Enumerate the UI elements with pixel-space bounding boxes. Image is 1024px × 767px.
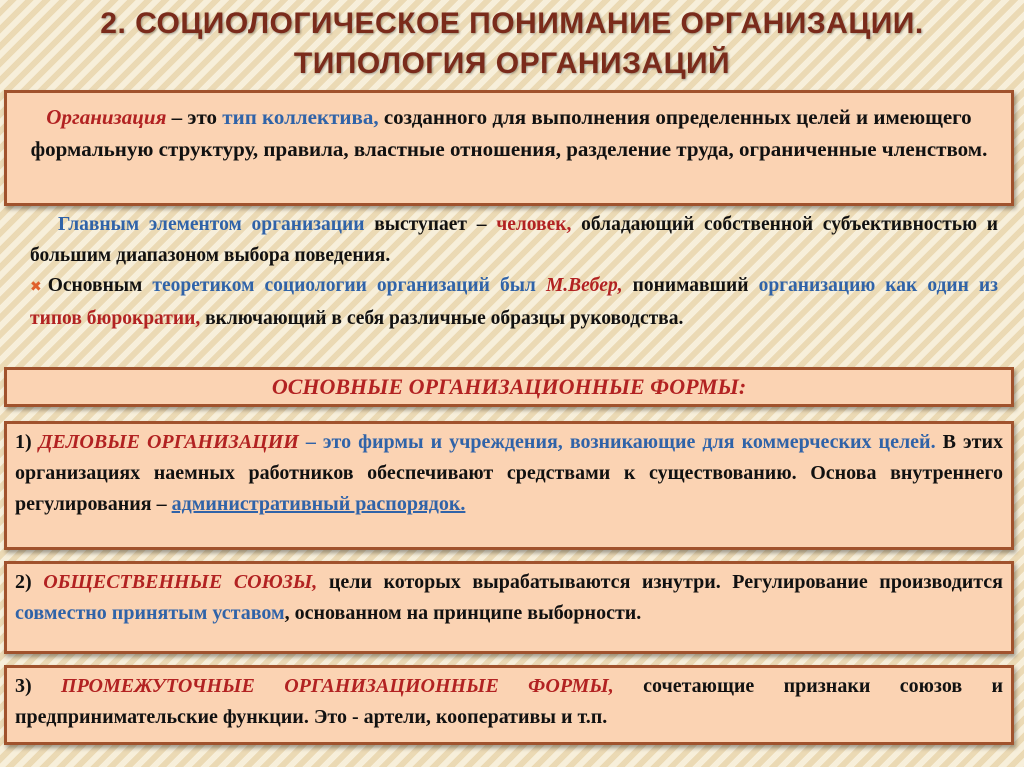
- section-heading-band: [4, 367, 1014, 407]
- form1-c: административный распорядок.: [171, 493, 466, 515]
- form3-a: сочетающие признаки союзов и предпринимательские функции. Это - артели, кооперативы и т.п.: [15, 675, 1003, 728]
- paragraph-main-element: [30, 209, 998, 271]
- paragraph-weber: [30, 270, 998, 334]
- form1-a: – это фирмы и учреждения, возникающие для коммерческих целей.: [298, 431, 936, 453]
- para2-c: М.Вебер,: [545, 275, 623, 296]
- para2-e: организацию как один из: [758, 275, 998, 296]
- form2-b: совместно принятым уставом: [15, 602, 285, 624]
- para2-a: Основным: [47, 275, 153, 296]
- para2-b: теоретиком социологии организаций был: [152, 275, 546, 296]
- form2-name: ОБЩЕСТВЕННЫЕ СОЮЗЫ,: [43, 571, 318, 593]
- form1-name: ДЕЛОВЫЕ ОРГАНИЗАЦИИ: [38, 431, 299, 453]
- form1-num: 1): [15, 431, 39, 453]
- para2-d: понимавший: [622, 275, 759, 296]
- para1-a: Главным элементом организации: [58, 214, 365, 235]
- bullet-icon: ✖: [30, 279, 42, 295]
- definition-term: Организация: [46, 105, 167, 129]
- title-line-2: ТИПОЛОГИЯ ОРГАНИЗАЦИЙ: [293, 47, 731, 80]
- title-line-1: 2. СОЦИОЛОГИЧЕСКОЕ ПОНИМАНИЕ ОРГАНИЗАЦИИ.: [100, 7, 924, 40]
- para1-b: выступает –: [364, 214, 497, 235]
- form2-num: 2): [15, 571, 44, 593]
- form2-a: цели которых вырабатываются изнутри. Регулирование производится: [317, 571, 1003, 593]
- para2-g: включающий в себя различные образцы руководства.: [200, 308, 684, 329]
- definition-box: [4, 90, 1014, 206]
- definition-dash: – это: [166, 105, 223, 129]
- form3-name: ПРОМЕЖУТОЧНЫЕ ОРГАНИЗАЦИОННЫЕ ФОРМЫ,: [61, 675, 614, 697]
- form-business: [4, 421, 1014, 550]
- form1-b: В этих организациях наемных работников обеспечивают средствами к существованию. Основа внутреннего регулирования –: [15, 431, 1003, 515]
- page-title: [0, 4, 1024, 84]
- band-label: ОСНОВНЫЕ ОРГАНИЗАЦИОННЫЕ ФОРМЫ:: [271, 374, 747, 399]
- form-public-unions: [4, 561, 1014, 654]
- form2-c: , основанном на принципе выборности.: [284, 602, 642, 624]
- form-intermediate: [4, 665, 1014, 745]
- para1-c: человек,: [496, 214, 572, 235]
- definition-rest: созданного для выполнения определенных целей и имеющего формальную структуру, правила, властные отношения, разделение труда, ограниченные членством.: [30, 105, 988, 161]
- form3-num: 3): [15, 675, 62, 697]
- definition-type: тип коллектива,: [222, 105, 379, 129]
- para1-d: обладающий собственной субъективностью и большим диапазоном выбора поведения.: [30, 214, 998, 266]
- para2-f: типов бюрократии,: [30, 308, 201, 329]
